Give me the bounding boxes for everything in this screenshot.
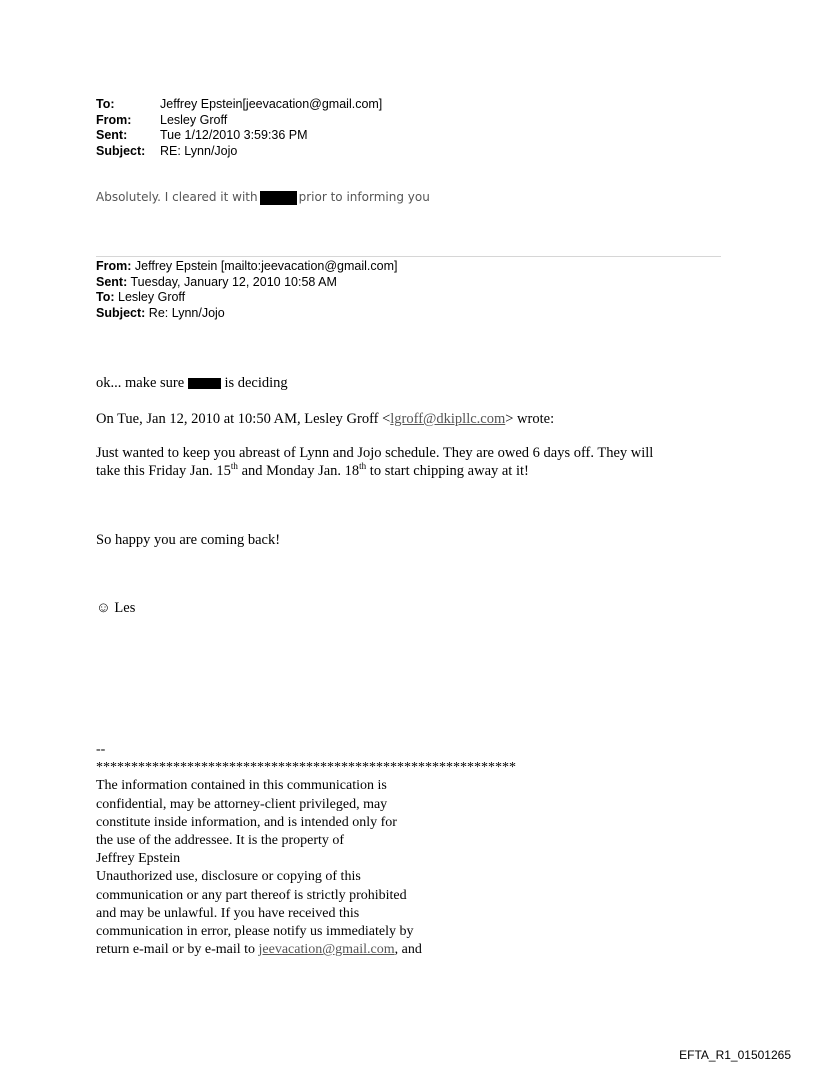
subject-label: Subject: (96, 143, 146, 158)
sent-row (96, 128, 382, 144)
sent-value: Tue 1/12/2010 3:59:36 PM (160, 128, 308, 142)
reply-line (96, 190, 430, 205)
quoted-to: To: Lesley Groff (96, 290, 186, 304)
to-value: Jeffrey Epstein[jeevacation@gmail.com] (160, 97, 383, 111)
quoted-from: From: Jeffrey Epstein [mailto:jeevacation@gmail.com] (96, 259, 398, 273)
to-row (96, 97, 382, 113)
email-link[interactable]: lgroff@dkipllc.com (390, 411, 506, 427)
from-row (96, 113, 382, 129)
to-label: To: (96, 97, 115, 111)
happy-line: So happy you are coming back! (96, 532, 281, 548)
quote-intro: On Tue, Jan 12, 2010 at 10:50 AM, Lesley Groff <lgroff@dkipllc.com> wrote: (96, 411, 555, 427)
stars-line: ************************************************************ (96, 760, 516, 776)
dashes: -- (96, 742, 106, 757)
reply-text-before: Absolutely. I cleared it with (96, 190, 258, 204)
subject-value: RE: Lynn/Jojo (160, 143, 238, 158)
email-header (96, 97, 382, 159)
redaction-block (260, 191, 297, 205)
quoted-sent: Sent: Tuesday, January 12, 2010 10:58 AM (96, 274, 337, 289)
message-line-1: ok... make sure is deciding (96, 375, 288, 391)
sent-label: Sent: (96, 128, 128, 142)
reply-text-after: prior to informing you (298, 190, 430, 204)
subject-row (96, 144, 382, 160)
document-id: EFTA_R1_01501265 (679, 1048, 791, 1062)
from-value: Lesley Groff (160, 112, 228, 127)
from-label: From: (96, 112, 132, 127)
disclaimer-email-link[interactable]: jeevacation@gmail.com (258, 942, 395, 958)
signoff: ☺ Les (96, 600, 136, 616)
quoted-header (96, 259, 397, 321)
disclaimer: -- ************************************************************ The information contained in this communication is confidential, may be attorney-client privileged, may constitute inside information, and is intended only for the use of the addressee. It is the property of Jeffrey Epstein Unauthorized use, disclosure or copying of this communication or any part thereof is strictly prohibited and may be unlawful. If you have received this communication in error, please notify us immediately by return e-mail or by e-mail to jeevacation@gmail.com, and (96, 742, 516, 958)
separator-line (96, 256, 721, 257)
quoted-subject: Subject: Re: Lynn/Jojo (96, 305, 225, 320)
message-paragraph: Just wanted to keep you abreast of Lynn and Jojo schedule. They are owed 6 days off. They will take this Friday Jan. 15th and Monday Jan. 18th to start chipping away at it! (96, 445, 654, 479)
redaction-block (188, 378, 221, 389)
